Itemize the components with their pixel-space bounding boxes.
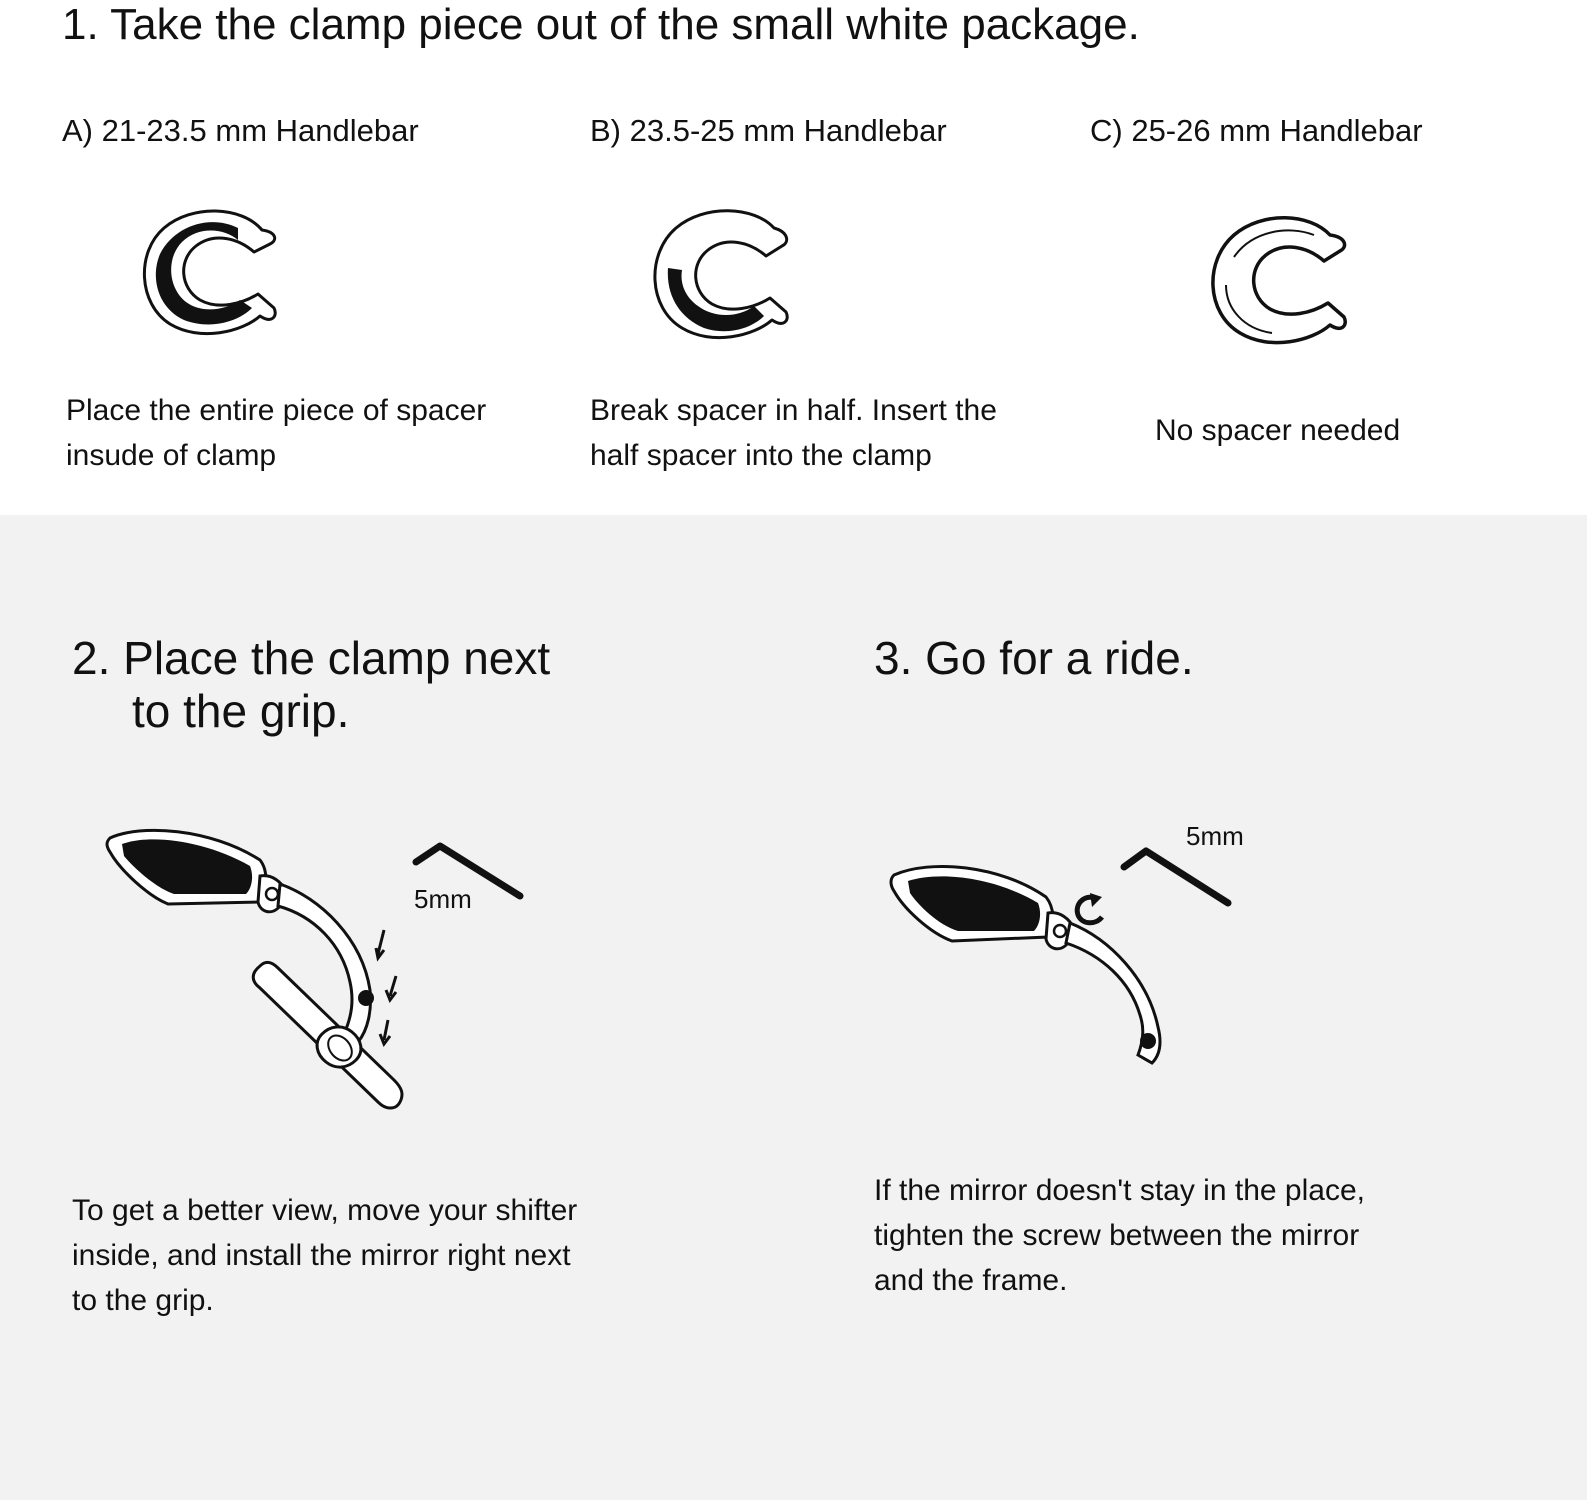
step2-description-line: To get a better view, move your shifter	[72, 1194, 578, 1227]
step3-description-line: tighten the screw between the mirror	[874, 1219, 1360, 1252]
option-b-label: B) 23.5-25 mm Handlebar	[590, 113, 947, 148]
option-b-description-line: Break spacer in half. Insert the	[590, 394, 997, 427]
mirror-install-illustration	[100, 820, 560, 1120]
step3-description-line: If the mirror doesn't stay in the place,	[874, 1174, 1365, 1207]
step2-description-line: to the grip.	[72, 1284, 214, 1317]
option-b-description-line: half spacer into the clamp	[590, 439, 932, 472]
step1-title: 1. Take the clamp piece out of the small white package.	[62, 0, 1140, 49]
wrench-size-label: 5mm	[414, 884, 472, 914]
option-a-description-line: insude of clamp	[66, 439, 277, 472]
option-b-description	[590, 388, 997, 478]
step3-description	[874, 1168, 1365, 1303]
option-a-description	[66, 388, 486, 478]
option-c-label: C) 25-26 mm Handlebar	[1090, 113, 1423, 148]
step2-title	[72, 632, 550, 738]
clamp-half-spacer-icon	[638, 198, 798, 348]
mirror-tighten-illustration	[880, 815, 1300, 1075]
wrench-size-label: 5mm	[1186, 821, 1244, 851]
clamp-full-spacer-icon	[130, 198, 290, 343]
clamp-no-spacer-icon	[1196, 205, 1356, 350]
step2-description-line: inside, and install the mirror right next	[72, 1239, 571, 1272]
option-a-label: A) 21-23.5 mm Handlebar	[62, 113, 419, 148]
step2-title-line: to the grip.	[132, 685, 350, 737]
step3-title: 3. Go for a ride.	[874, 632, 1194, 684]
step2-description	[72, 1188, 577, 1323]
step2-title-line: 2. Place the clamp next	[72, 632, 551, 684]
option-a-description-line: Place the entire piece of spacer	[66, 394, 487, 427]
option-c-description: No spacer needed	[1155, 414, 1401, 447]
step3-description-line: and the frame.	[874, 1264, 1068, 1297]
